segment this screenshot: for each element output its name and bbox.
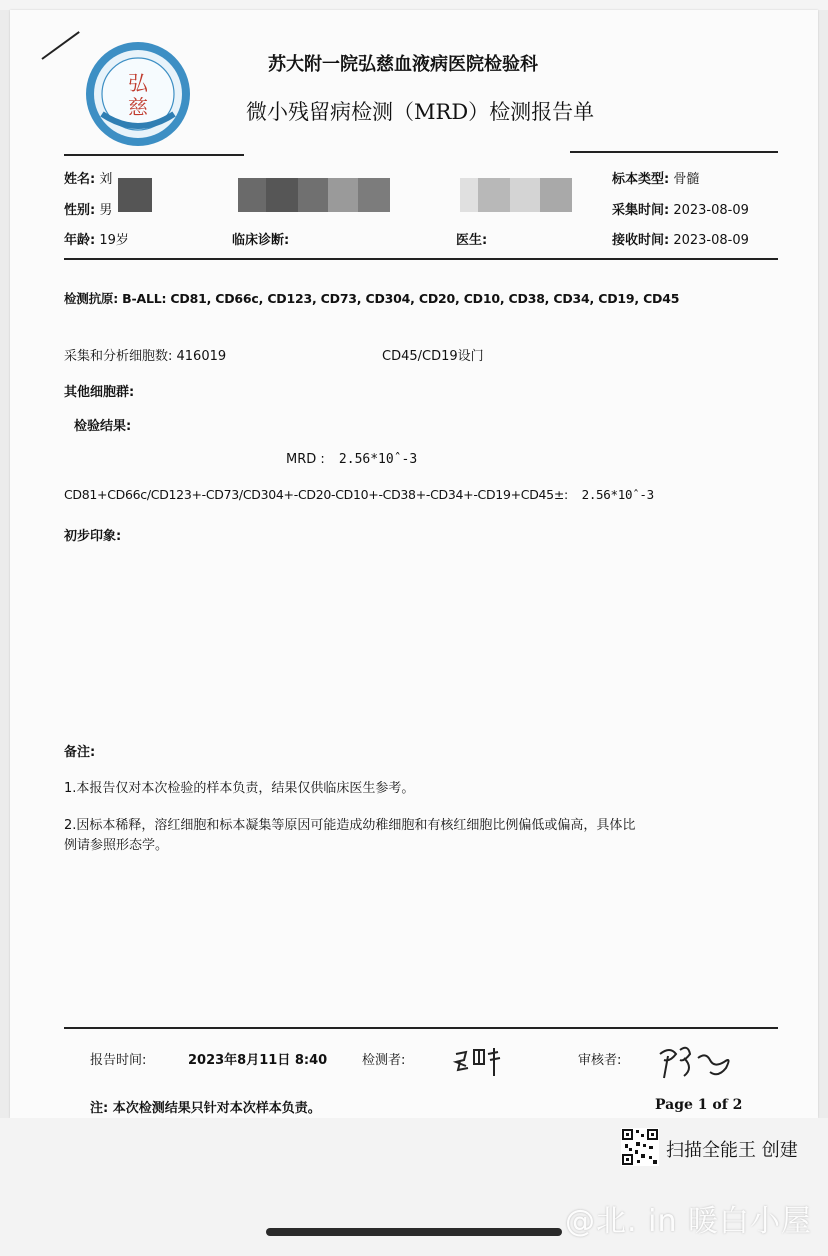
other-cells-label: 其他细胞群: <box>64 385 135 400</box>
specimen-type-value: 骨髓 <box>673 172 700 187</box>
phenotype-result <box>64 487 654 502</box>
clinical-diagnosis-label: 临床诊断: <box>232 233 290 248</box>
info-divider <box>64 258 778 260</box>
redaction-mosaic <box>460 178 572 212</box>
mrd-result <box>286 452 417 467</box>
collect-time-label: 采集时间: <box>612 203 670 218</box>
note-1: 1.本报告仅对本次检验的样本负责，结果仅供临床医生参考。 <box>64 781 415 796</box>
logo-char-2: 慈 <box>128 95 148 119</box>
patient-age-field <box>64 229 129 248</box>
notes-label: 备注: <box>64 745 96 760</box>
receive-time-value: 2023-08-09 <box>673 233 749 248</box>
report-title: 微小残留病检测（MRD）检测报告单 <box>246 100 595 124</box>
scanner-credit: 扫描全能王 创建 <box>666 1140 798 1161</box>
specimen-type-field <box>612 168 699 187</box>
report-time-value: 2023年8月11日 8:40 <box>188 1053 328 1068</box>
page-number: Page 1 of 2 <box>655 1097 743 1113</box>
antigens-line: 检测抗原: B-ALL: CD81, CD66c, CD123, CD73, CD304, CD20, CD10, CD38, CD34, CD19, CD45 <box>64 291 680 306</box>
collect-time-field <box>612 199 749 218</box>
name-value: 刘 <box>99 172 113 187</box>
tester-signature <box>452 1040 508 1080</box>
hospital-name: 苏大附一院弘慈血液病医院检验科 <box>268 54 538 75</box>
redaction-mosaic <box>118 178 152 212</box>
header-rule-left <box>64 154 244 156</box>
redaction-mosaic <box>238 178 390 212</box>
note-2-line-2: 例请参照形态学。 <box>64 838 169 853</box>
top-bar <box>0 0 828 10</box>
mrd-value: 2.56*10ˆ-3 <box>338 452 418 467</box>
hospital-logo-icon <box>84 40 192 148</box>
specimen-type-label: 标本类型: <box>612 172 670 187</box>
doctor-label: 医生: <box>456 233 488 248</box>
report-time-label: 报告时间: <box>90 1053 147 1068</box>
name-label: 姓名: <box>64 172 96 187</box>
note-2-line-1: 2.因标本稀释，溶红细胞和标本凝集等原因可能造成幼稚细胞和有核红细胞比例偏低或偏高，具体比 <box>64 818 636 833</box>
reviewer-label: 审核者: <box>578 1053 622 1068</box>
tester-label: 检测者: <box>362 1053 406 1068</box>
header-rule-right <box>570 151 778 153</box>
logo-char-1: 弘 <box>128 71 148 95</box>
collect-time-value: 2023-08-09 <box>673 203 749 218</box>
age-label: 年龄: <box>64 233 96 248</box>
gender-label: 性别: <box>64 203 96 218</box>
gating-strategy: CD45/CD19设门 <box>382 349 484 364</box>
result-label: 检验结果: <box>74 419 132 434</box>
age-value: 19岁 <box>99 233 129 248</box>
impression-label: 初步印象: <box>64 529 122 544</box>
qr-code-icon[interactable] <box>621 1128 659 1166</box>
patient-gender-field <box>64 199 112 218</box>
phenotype-text: CD81+CD66c/CD123+-CD73/CD304+-CD20-CD10+-CD38+-CD34+-CD19+CD45±: <box>64 487 568 502</box>
reviewer-signature <box>654 1038 738 1084</box>
cells-analyzed: 采集和分析细胞数: 416019 <box>64 349 227 364</box>
gender-value: 男 <box>99 203 113 218</box>
receive-time-field <box>612 229 749 248</box>
home-indicator[interactable] <box>266 1228 562 1236</box>
patient-name-field <box>64 168 112 187</box>
mrd-label: MRD : <box>286 452 325 467</box>
watermark: @北. in 暖白小屋 <box>565 1204 812 1239</box>
phenotype-value: 2.56*10ˆ-3 <box>581 487 654 502</box>
footer-disclaimer: 注: 本次检测结果只针对本次样本负责。 <box>90 1101 321 1116</box>
receive-time-label: 接收时间: <box>612 233 670 248</box>
footer-divider <box>64 1027 778 1029</box>
